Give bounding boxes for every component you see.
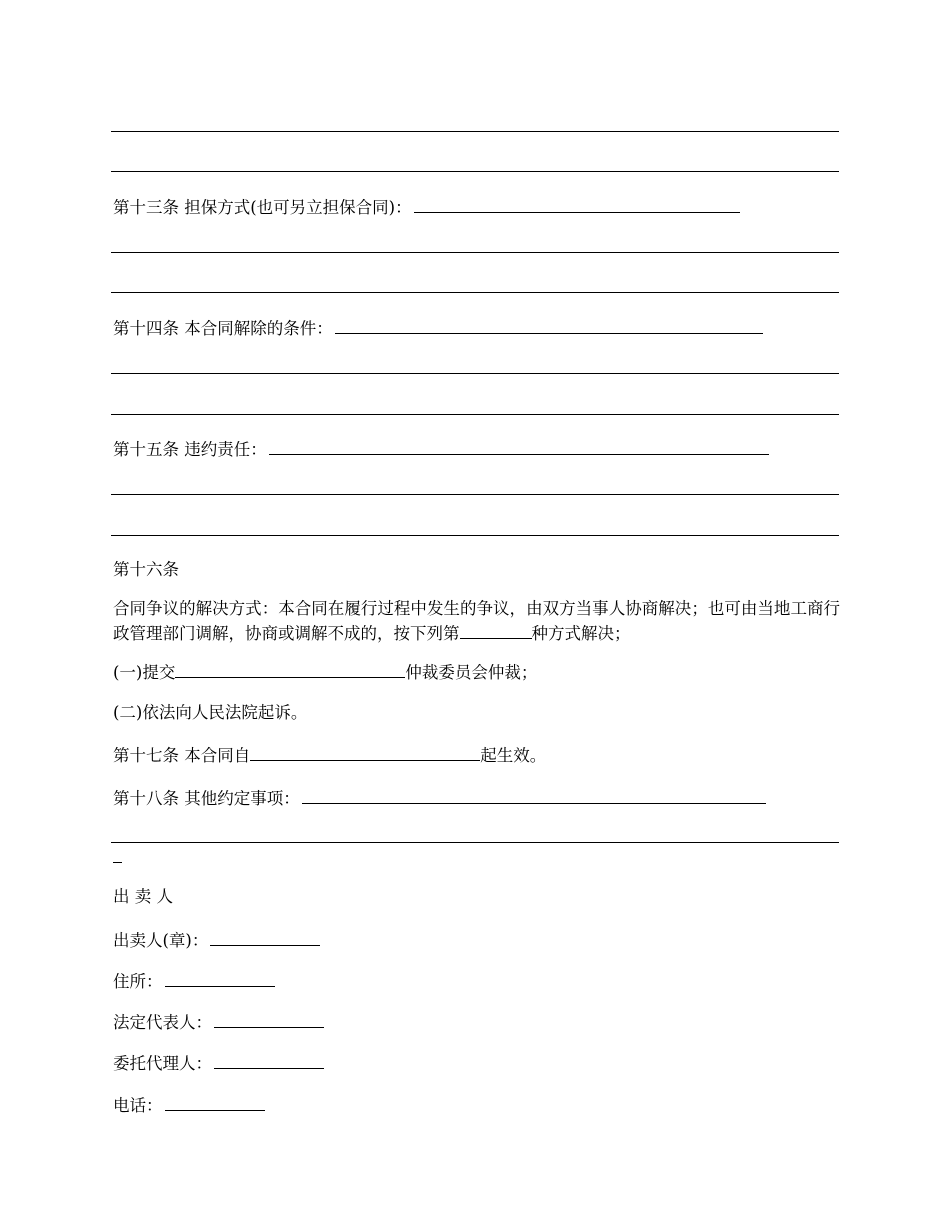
clause-16-option-1 bbox=[113, 660, 537, 682]
blank-rule[interactable] bbox=[111, 494, 839, 495]
clause-16-body-part2: 种方式解决； bbox=[531, 624, 631, 643]
seller-legal-rep-row bbox=[113, 1010, 326, 1032]
clause-15-label: 第十五条 违约责任： bbox=[113, 440, 267, 459]
clause-16-option-1-suffix: 仲裁委员会仲裁； bbox=[405, 663, 538, 682]
clause-13-label: 第十三条 担保方式(也可另立担保合同)： bbox=[113, 198, 412, 217]
clause-15 bbox=[113, 437, 771, 459]
arbitration-committee-blank[interactable] bbox=[175, 660, 405, 678]
clause-16-body-part1: 合同争议的解决方式：本合同在履行过程中发生的争议，由双方当事人协商解决；也可由当地工商行政管理部门调解，协商或调解不成的，按下列第 bbox=[113, 599, 840, 643]
seller-address-row bbox=[113, 969, 277, 991]
seller-legal-rep-blank[interactable] bbox=[214, 1010, 324, 1028]
seller-legal-rep-label: 法定代表人： bbox=[113, 1013, 212, 1032]
clause-18 bbox=[113, 786, 768, 808]
effective-date-blank[interactable] bbox=[250, 743, 480, 761]
blank-rule[interactable] bbox=[111, 535, 839, 536]
clause-16-option-1-prefix: (一)提交 bbox=[113, 663, 176, 682]
seller-seal-label: 出卖人(章)： bbox=[113, 931, 209, 950]
blank-rule[interactable] bbox=[111, 842, 839, 843]
clause-15-blank[interactable] bbox=[269, 437, 769, 455]
blank-rule[interactable] bbox=[111, 373, 839, 374]
clause-14-blank[interactable] bbox=[335, 316, 763, 334]
seller-phone-row bbox=[113, 1093, 267, 1115]
clause-16-body bbox=[113, 597, 840, 646]
clause-17 bbox=[113, 743, 546, 765]
blank-rule-overflow bbox=[113, 862, 122, 863]
clause-14-label: 第十四条 本合同解除的条件： bbox=[113, 319, 333, 338]
seller-seal-row bbox=[113, 928, 322, 950]
blank-rule[interactable] bbox=[111, 252, 839, 253]
seller-address-label: 住所： bbox=[113, 972, 163, 991]
clause-18-blank[interactable] bbox=[302, 786, 766, 804]
seller-seal-blank[interactable] bbox=[210, 928, 320, 946]
seller-phone-label: 电话： bbox=[113, 1096, 163, 1115]
blank-rule[interactable] bbox=[111, 131, 839, 132]
seller-agent-row bbox=[113, 1051, 326, 1073]
seller-heading: 出 卖 人 bbox=[113, 887, 173, 906]
blank-rule[interactable] bbox=[111, 414, 839, 415]
seller-agent-label: 委托代理人： bbox=[113, 1054, 212, 1073]
clause-18-label: 第十八条 其他约定事项： bbox=[113, 789, 300, 808]
blank-rule[interactable] bbox=[111, 292, 839, 293]
clause-17-suffix: 起生效。 bbox=[480, 746, 547, 765]
clause-13 bbox=[113, 195, 742, 217]
clause-16-heading: 第十六条 bbox=[113, 560, 179, 579]
clause-14 bbox=[113, 316, 765, 338]
clause-16-option-2: (二)依法向人民法院起诉。 bbox=[113, 703, 308, 722]
blank-rule[interactable] bbox=[111, 171, 839, 172]
clause-13-blank[interactable] bbox=[414, 195, 740, 213]
seller-phone-blank[interactable] bbox=[165, 1093, 265, 1111]
seller-address-blank[interactable] bbox=[165, 969, 275, 987]
clause-17-prefix: 第十七条 本合同自 bbox=[113, 746, 251, 765]
seller-agent-blank[interactable] bbox=[214, 1051, 324, 1069]
clause-16-method-blank[interactable] bbox=[460, 621, 532, 639]
